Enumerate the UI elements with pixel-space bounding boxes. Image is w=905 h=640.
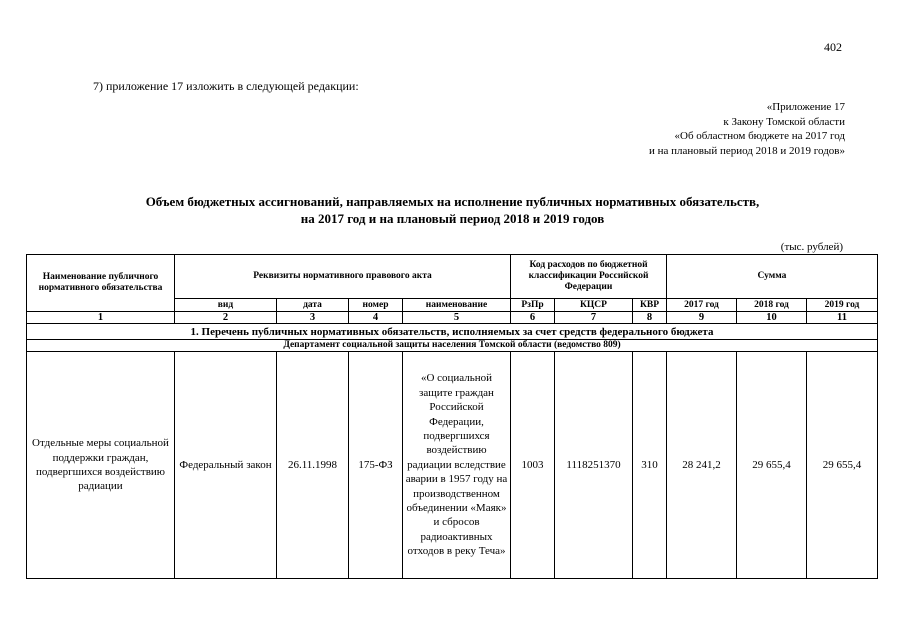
column-number: 3 xyxy=(277,312,349,324)
header-requisites: Реквизиты нормативного правового акта xyxy=(175,255,511,299)
cell-date: 26.11.1998 xyxy=(277,352,349,579)
appendix-line: «Приложение 17 xyxy=(766,101,845,113)
obligations-table xyxy=(26,254,878,579)
header-kvr: КВР xyxy=(633,299,667,312)
header-rzpr: РзПр xyxy=(511,299,555,312)
section-title: 1. Перечень публичных нормативных обязательств, исполняемых за счет средств федерального бюджета xyxy=(27,324,878,340)
column-number: 8 xyxy=(633,312,667,324)
cell-rzpr: 1003 xyxy=(511,352,555,579)
header-number: номер xyxy=(349,299,403,312)
page-number: 402 xyxy=(824,40,842,54)
column-number: 1 xyxy=(27,312,175,324)
column-number: 5 xyxy=(403,312,511,324)
cell-2019: 29 655,4 xyxy=(807,352,878,579)
cell-naim: «О социальной защите граждан Российской Федерации, подвергшихся воздействию радиации вследствие аварии в 1957 году на производственном объединении «Маяк» и сбросов радиоактивных отходов в реку Теча» xyxy=(403,352,511,579)
column-number: 7 xyxy=(555,312,633,324)
appendix-line: «Об областном бюджете на 2017 год xyxy=(674,130,845,142)
header-2018: 2018 год xyxy=(737,299,807,312)
cell-vid: Федеральный закон xyxy=(175,352,277,579)
header-naim: наименование xyxy=(403,299,511,312)
table-row xyxy=(27,352,878,579)
document-title xyxy=(0,193,905,227)
units-label: (тыс. рублей) xyxy=(780,241,843,253)
appendix-reference xyxy=(649,100,845,158)
cell-name: Отдельные меры социальной поддержки граждан, подвергшихся воздействию радиации xyxy=(27,352,175,579)
title-line-2: на 2017 год и на плановый период 2018 и 2019 годов xyxy=(300,211,605,226)
appendix-line: к Закону Томской области xyxy=(723,115,845,128)
header-sum: Сумма xyxy=(667,255,878,299)
cell-kcsr: 1118251370 xyxy=(555,352,633,579)
column-number: 6 xyxy=(511,312,555,324)
column-number: 11 xyxy=(807,312,878,324)
header-vid: вид xyxy=(175,299,277,312)
column-number: 9 xyxy=(667,312,737,324)
header-2017: 2017 год xyxy=(667,299,737,312)
intro-text: 7) приложение 17 изложить в следующей редакции: xyxy=(93,79,359,93)
appendix-line: и на плановый период 2018 и 2019 годов» xyxy=(648,144,845,157)
cell-2018: 29 655,4 xyxy=(737,352,807,579)
header-kcsr: КЦСР xyxy=(555,299,633,312)
cell-kvr: 310 xyxy=(633,352,667,579)
header-budget-code: Код расходов по бюджетной классификации Российской Федерации xyxy=(511,255,667,299)
column-number: 4 xyxy=(349,312,403,324)
header-name: Наименование публичного нормативного обязательства xyxy=(27,255,175,312)
header-2019: 2019 год xyxy=(807,299,878,312)
cell-2017: 28 241,2 xyxy=(667,352,737,579)
department-title: Департамент социальной защиты населения Томской области (ведомство 809) xyxy=(27,340,878,352)
column-number: 10 xyxy=(737,312,807,324)
header-date: дата xyxy=(277,299,349,312)
title-line-1: Объем бюджетных ассигнований, направляемых на исполнение публичных нормативных обязательств, xyxy=(145,194,760,209)
column-number: 2 xyxy=(175,312,277,324)
cell-number: 175-ФЗ xyxy=(349,352,403,579)
